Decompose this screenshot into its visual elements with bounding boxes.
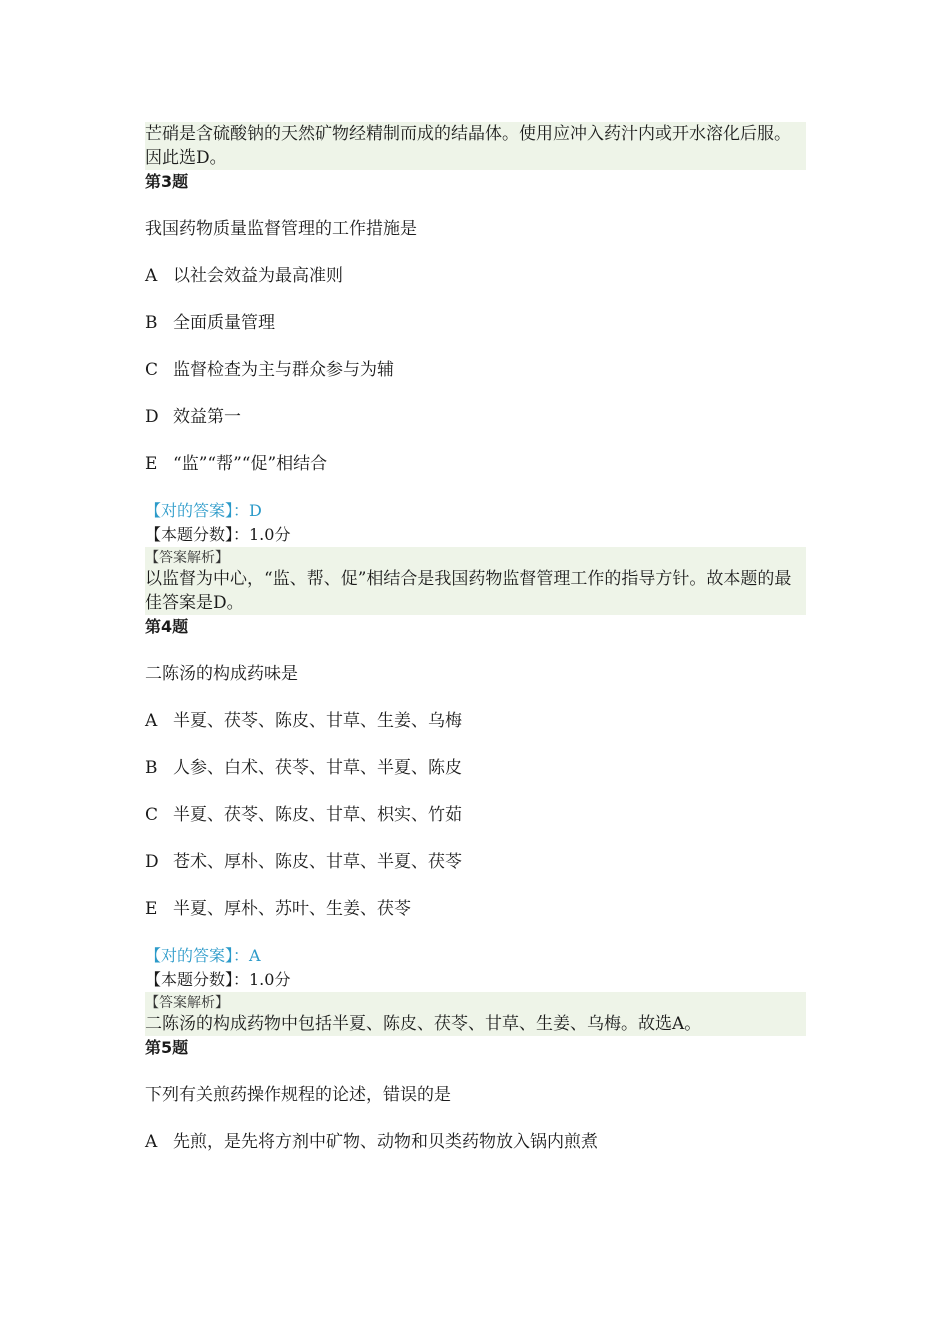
option-letter: C [145, 360, 159, 380]
option-letter: C [145, 805, 159, 825]
analysis-text: 二陈汤的构成药物中包括半夏、陈皮、茯苓、甘草、生姜、乌梅。故选A。 [145, 1014, 702, 1034]
question-4-analysis-box [145, 992, 806, 1036]
question-3-analysis-box [145, 547, 806, 615]
question-5-option-a [145, 1130, 806, 1154]
question-4-correct-answer: 【对的答案】：A [145, 946, 261, 965]
option-text: 先煎，是先将方剂中矿物、动物和贝类药物放入锅内煎煮 [173, 1132, 598, 1152]
option-text: 苍术、厚朴、陈皮、甘草、半夏、茯苓 [173, 852, 462, 872]
question-4-stem: 二陈汤的构成药味是 [145, 664, 298, 684]
question-4-title: 第4题 [145, 617, 189, 636]
analysis-label: 【答案解析】 [145, 550, 229, 566]
question-3-option-b [145, 311, 806, 335]
question-3-option-d [145, 405, 806, 429]
option-letter: D [145, 407, 159, 427]
option-text: 人参、白术、茯苓、甘草、半夏、陈皮 [173, 758, 462, 778]
question-4-score: 【本题分数】：1.0分 [145, 970, 291, 989]
question-4-option-c [145, 803, 806, 827]
option-text: 半夏、厚朴、苏叶、生姜、茯苓 [173, 899, 411, 919]
option-letter: E [145, 899, 158, 919]
intro-analysis-box [145, 122, 806, 170]
option-letter: E [145, 454, 158, 474]
question-3-option-a [145, 264, 806, 288]
analysis-label: 【答案解析】 [145, 995, 229, 1011]
document-content [145, 122, 806, 1154]
question-4-option-d [145, 850, 806, 874]
analysis-text: 芒硝是含硫酸钠的天然矿物经精制而成的结晶体。使用应冲入药汁内或开水溶化后服。因此选D。 [145, 124, 791, 168]
option-text: 半夏、茯苓、陈皮、甘草、生姜、乌梅 [173, 711, 462, 731]
option-letter: A [145, 266, 158, 286]
option-text: “监”“帮”“促”相结合 [173, 454, 328, 474]
option-text: 以社会效益为最高准则 [173, 266, 343, 286]
question-3-score: 【本题分数】：1.0分 [145, 525, 291, 544]
option-letter: D [145, 852, 159, 872]
question-3-stem: 我国药物质量监督管理的工作措施是 [145, 219, 417, 239]
question-3-correct-answer: 【对的答案】：D [145, 501, 262, 520]
question-4-option-a [145, 709, 806, 733]
analysis-text: 以监督为中心，“监、帮、促”相结合是我国药物监督管理工作的指导方针。故本题的最佳答案是D。 [145, 569, 792, 613]
question-3-option-e [145, 452, 806, 476]
option-text: 半夏、茯苓、陈皮、甘草、枳实、竹茹 [173, 805, 462, 825]
option-letter: A [145, 711, 158, 731]
question-3-option-c [145, 358, 806, 382]
question-5-title: 第5题 [145, 1038, 189, 1057]
option-letter: B [145, 313, 158, 333]
question-5-stem: 下列有关煎药操作规程的论述，错误的是 [145, 1085, 451, 1105]
question-4-option-b [145, 756, 806, 780]
option-letter: A [145, 1132, 158, 1152]
option-text: 全面质量管理 [173, 313, 275, 333]
question-4-option-e [145, 897, 806, 921]
option-text: 监督检查为主与群众参与为辅 [173, 360, 394, 380]
option-text: 效益第一 [173, 407, 241, 427]
question-3-title: 第3题 [145, 172, 189, 191]
option-letter: B [145, 758, 158, 778]
